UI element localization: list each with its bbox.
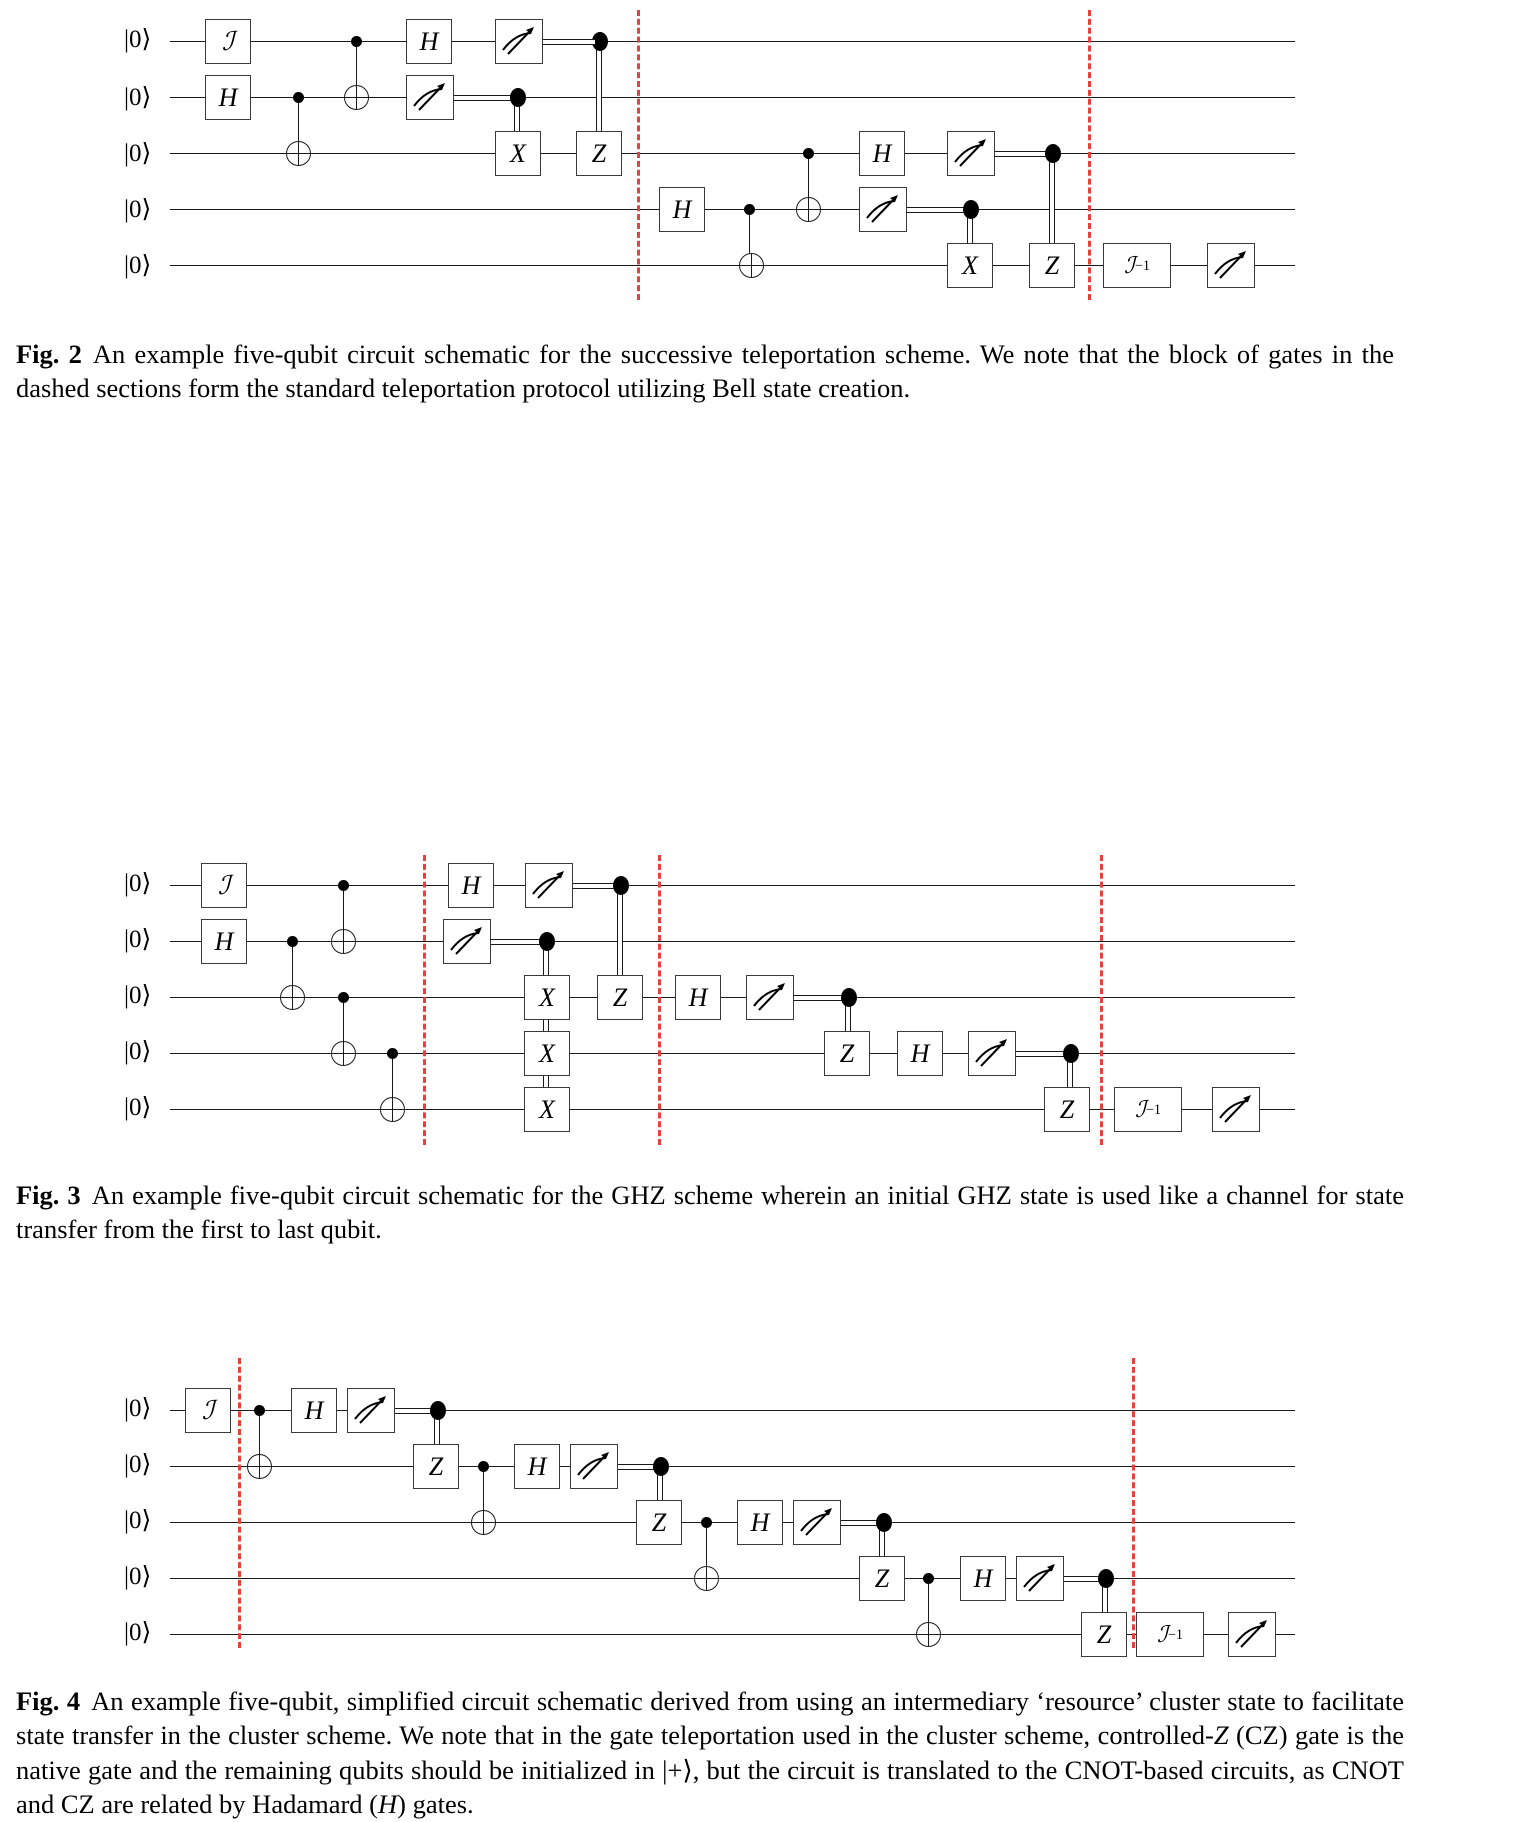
figure-2-circuit [0, 0, 1516, 310]
measurement-gate-q4[interactable] [968, 1031, 1016, 1076]
cnot-target-q2 [247, 1454, 272, 1479]
ket-label-q2: |0⟩ [124, 84, 152, 111]
ket-label-q1: |0⟩ [124, 870, 152, 897]
classical-wire-q4 [1064, 1576, 1102, 1582]
cnot-control-q3 [803, 148, 814, 159]
meter-icon [526, 864, 570, 905]
figure-4-caption [16, 1684, 1404, 1822]
qubit-wire-1 [170, 1410, 1295, 1411]
classical-wire-q3 [995, 151, 1048, 157]
qubit-wire-4 [170, 1578, 1295, 1579]
figure-4-caption-cz-symbol: Z [1213, 1720, 1229, 1751]
cnot-target-q5 [739, 253, 764, 278]
figure-2-caption-text: An example five-qubit circuit schematic for the successive teleportation scheme. We note that the block of gates in the dashed sections form the standard teleportation protocol utilizing Bell state creation. [16, 339, 1394, 404]
classical-wire-q4 [1016, 1051, 1066, 1057]
pauli-x-gate-q3[interactable]: X [495, 131, 541, 176]
inverse-identity-base: ℐ [1124, 253, 1135, 278]
meter-icon [444, 920, 488, 961]
dashed-separator-3 [1100, 855, 1103, 1145]
cnot-target-q3 [280, 985, 305, 1010]
cnot-target-q4 [331, 1041, 356, 1066]
classical-control-dot-q4 [963, 200, 979, 219]
ket-label-q5: |0⟩ [124, 1094, 152, 1121]
figure-4-caption-part-3: ) gates. [397, 1789, 474, 1820]
measurement-gate-q1[interactable] [495, 19, 543, 64]
cnot-target-q4 [694, 1566, 719, 1591]
cnot-control-q1 [338, 880, 349, 891]
measurement-gate-q5[interactable] [1207, 243, 1255, 288]
pauli-z-gate-q3[interactable]: Z [576, 131, 622, 176]
qubit-wire-1 [170, 41, 1295, 42]
meter-icon [1017, 1557, 1061, 1598]
figure-3-label: Fig. 3 [16, 1180, 81, 1210]
classical-bus-q1-to-z [596, 41, 602, 141]
measurement-gate-q5[interactable] [1212, 1087, 1260, 1132]
pauli-x-gate-q5[interactable]: X [524, 1087, 570, 1132]
cnot-target-q2 [331, 929, 356, 954]
classical-wire-q1 [543, 39, 595, 45]
pauli-z-gate-q5[interactable]: Z [1029, 243, 1075, 288]
ket-label-q5: |0⟩ [124, 252, 152, 279]
classical-wire-q2 [491, 939, 542, 945]
measurement-gate-q2[interactable] [443, 919, 491, 964]
meter-icon [1208, 244, 1252, 285]
inverse-identity-gate-q5[interactable]: ℐ −1 [1114, 1087, 1182, 1132]
measurement-gate-q1[interactable] [525, 863, 573, 908]
qubit-wire-3 [170, 153, 1295, 154]
cnot-control-q4 [923, 1573, 934, 1584]
identity-gate-q1[interactable]: ℐ [185, 1388, 231, 1433]
cnot-control-q2 [287, 936, 298, 947]
figure-3-caption [16, 1178, 1404, 1247]
classical-control-dot-q2 [653, 1457, 669, 1476]
classical-wire-q2 [618, 1464, 656, 1470]
cnot-control-q1 [254, 1405, 265, 1416]
hadamard-gate-q2[interactable]: H [514, 1444, 560, 1489]
cnot-target-q3 [286, 141, 311, 166]
meter-icon [1229, 1613, 1273, 1654]
identity-gate-q1[interactable]: ℐ [201, 863, 247, 908]
meter-icon [794, 1501, 838, 1542]
figure-4-circuit [0, 1350, 1516, 1650]
figure-4-caption-part-2: (CZ) gate is the native gate and the remaining qubits should be initialized in |+⟩, but the circuit is translated to the CNOT-based circuits, as CNOT and CZ are related by Hadamard ( [16, 1720, 1404, 1820]
pauli-z-gate-q4[interactable]: Z [824, 1031, 870, 1076]
hadamard-gate-q1[interactable]: H [291, 1388, 337, 1433]
classical-wire-q2 [454, 95, 513, 101]
dashed-separator-1 [238, 1358, 241, 1648]
classical-wire-q1 [573, 883, 616, 889]
cnot-target-q5 [380, 1097, 405, 1122]
classical-control-dot-q3 [1045, 144, 1061, 163]
meter-icon [496, 20, 540, 61]
pauli-z-gate-q5[interactable]: Z [1044, 1087, 1090, 1132]
measurement-gate-q2[interactable] [406, 75, 454, 120]
ket-label-q4: |0⟩ [124, 1038, 152, 1065]
hadamard-gate-q3[interactable]: H [859, 131, 905, 176]
measurement-gate-q4[interactable] [859, 187, 907, 232]
measurement-gate-q2[interactable] [570, 1444, 618, 1489]
cnot-control-q4 [744, 204, 755, 215]
qubit-wire-4 [170, 209, 1295, 210]
ket-label-q4: |0⟩ [124, 196, 152, 223]
pauli-z-gate-q4[interactable]: Z [859, 1556, 905, 1601]
classical-wire-q3 [794, 995, 844, 1001]
ket-label-q2: |0⟩ [124, 1451, 152, 1478]
cnot-control-q4 [387, 1048, 398, 1059]
meter-icon [1213, 1088, 1257, 1129]
inverse-identity-base: ℐ [1135, 1097, 1146, 1122]
meter-icon [860, 188, 904, 229]
ket-label-q3: |0⟩ [124, 140, 152, 167]
classical-control-dot-q2 [539, 932, 555, 951]
meter-icon [747, 976, 791, 1017]
qubit-wire-2 [170, 97, 1295, 98]
classical-control-dot-q4 [1063, 1044, 1079, 1063]
inverse-identity-base: ℐ [1157, 1622, 1168, 1647]
inverse-identity-gate-q5[interactable]: ℐ −1 [1103, 243, 1171, 288]
pauli-x-gate-q3[interactable]: X [524, 975, 570, 1020]
cnot-control-q2 [293, 92, 304, 103]
hadamard-gate-q3[interactable]: H [675, 975, 721, 1020]
figure-2-caption [16, 337, 1394, 406]
cnot-control-q1 [351, 36, 362, 47]
pauli-x-gate-q4[interactable]: X [524, 1031, 570, 1076]
dashed-separator-1 [637, 10, 640, 300]
cnot-control-q2 [478, 1461, 489, 1472]
ket-label-q5: |0⟩ [124, 1619, 152, 1646]
cnot-target-q2 [344, 85, 369, 110]
pauli-x-gate-q5[interactable]: X [947, 243, 993, 288]
measurement-gate-q3[interactable] [746, 975, 794, 1020]
ket-label-q1: |0⟩ [124, 1395, 152, 1422]
dashed-separator-2 [1132, 1358, 1135, 1648]
meter-icon [348, 1389, 392, 1430]
hadamard-gate-q1[interactable]: H [406, 19, 452, 64]
meter-icon [407, 76, 451, 117]
meter-icon [948, 132, 992, 173]
classical-control-dot-q1 [613, 876, 629, 895]
cnot-target-q4 [796, 197, 821, 222]
inverse-identity-gate-q5[interactable]: ℐ −1 [1136, 1612, 1204, 1657]
figure-4-caption-h-symbol: H [378, 1789, 398, 1820]
classical-control-dot-q3 [876, 1513, 892, 1532]
classical-bus-q3-to-z [1049, 153, 1055, 253]
classical-wire-q1 [395, 1408, 433, 1414]
hadamard-gate-q2[interactable]: H [201, 919, 247, 964]
cnot-control-q3 [338, 992, 349, 1003]
dashed-separator-1 [423, 855, 426, 1145]
meter-icon [571, 1445, 615, 1486]
classical-control-dot-q3 [841, 988, 857, 1007]
dashed-separator-2 [658, 855, 661, 1145]
ket-label-q1: |0⟩ [124, 26, 152, 53]
measurement-gate-q3[interactable] [793, 1500, 841, 1545]
hadamard-gate-q3[interactable]: H [737, 1500, 783, 1545]
dashed-separator-2 [1088, 10, 1091, 300]
qubit-wire-2 [170, 1466, 1295, 1467]
figure-2-label: Fig. 2 [16, 339, 82, 369]
measurement-gate-q3[interactable] [947, 131, 995, 176]
classical-wire-q4 [907, 207, 966, 213]
qubit-wire-3 [170, 1522, 1295, 1523]
cnot-target-q3 [471, 1510, 496, 1535]
classical-control-dot-q2 [510, 88, 526, 107]
pauli-z-gate-q3[interactable]: Z [597, 975, 643, 1020]
cnot-control-q3 [701, 1517, 712, 1528]
ket-label-q4: |0⟩ [124, 1563, 152, 1590]
hadamard-gate-q1[interactable]: H [448, 863, 494, 908]
hadamard-gate-q4[interactable]: H [960, 1556, 1006, 1601]
hadamard-gate-q2[interactable]: H [205, 75, 251, 120]
figure-4-label: Fig. 4 [16, 1686, 81, 1716]
figure-2 [0, 0, 1516, 404]
pauli-z-gate-q3[interactable]: Z [636, 1500, 682, 1545]
ket-label-q2: |0⟩ [124, 926, 152, 953]
measurement-gate-q1[interactable] [347, 1388, 395, 1433]
classical-bus-q2-to-x-stack [543, 941, 549, 1111]
pauli-z-gate-q5[interactable]: Z [1081, 1612, 1127, 1657]
classical-control-dot-q4 [1098, 1569, 1114, 1588]
classical-control-dot-q1 [430, 1401, 446, 1420]
figure-3-caption-text: An example five-qubit circuit schematic for the GHZ scheme wherein an initial GHZ state is used like a channel for state transfer from the first to last qubit. [16, 1180, 1404, 1245]
figure-3-circuit [0, 850, 1516, 1160]
ket-label-q3: |0⟩ [124, 1507, 152, 1534]
classical-wire-q3 [841, 1520, 879, 1526]
cnot-target-q5 [916, 1622, 941, 1647]
figure-4-caption-part-1: An example five-qubit, simplified circuit schematic derived from using an intermediary ‘resource’ cluster state to facilitate state transfer in the cluster scheme. We note that in the gate teleportation used in the cluster scheme, controlled- [16, 1686, 1404, 1751]
classical-bus-q1-to-z [617, 885, 623, 985]
measurement-gate-q5[interactable] [1228, 1612, 1276, 1657]
measurement-gate-q4[interactable] [1016, 1556, 1064, 1601]
hadamard-gate-q4[interactable]: H [659, 187, 705, 232]
hadamard-gate-q4[interactable]: H [897, 1031, 943, 1076]
pauli-z-gate-q2[interactable]: Z [413, 1444, 459, 1489]
identity-gate-q1[interactable]: ℐ [205, 19, 251, 64]
meter-icon [969, 1032, 1013, 1073]
ket-label-q3: |0⟩ [124, 982, 152, 1009]
